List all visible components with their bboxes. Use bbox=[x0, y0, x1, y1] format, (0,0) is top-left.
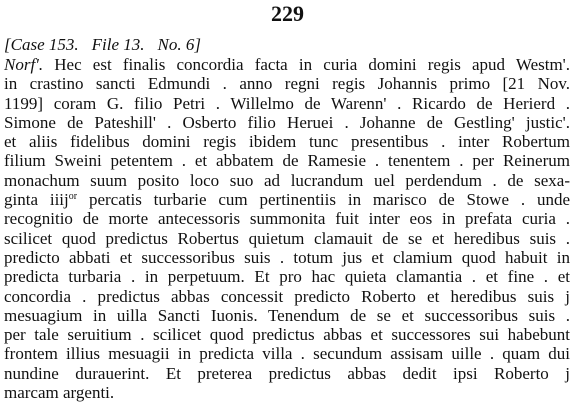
text-line bbox=[4, 55, 570, 74]
county-label: Norf'. bbox=[4, 55, 44, 74]
text-line: predicto abbati et successoribus suis . totum jus et clamium quod habuit in bbox=[4, 247, 570, 267]
text-line: frontem illius mesuagii in predicta villa . secundum assisam uille . quam dui bbox=[4, 344, 570, 364]
text-line: filium Sweini petentem . et abbatem de Ramesie . tenentem . per Reinerum bbox=[4, 151, 570, 171]
text-line: per tale seruitium . scilicet quod predictus abbas et successores sui habebunt bbox=[4, 325, 570, 345]
item-number: No. 6] bbox=[157, 35, 201, 54]
text-line: monachum suum posito loco suo ad lucrandum uel perdendum . de sexa- bbox=[4, 170, 570, 190]
superscript: or bbox=[68, 191, 78, 203]
text-line: 1199] coram G. filio Petri . Willelmo de Warenn' . Ricardo de Herierd . bbox=[4, 93, 570, 113]
text-line: concordia . predictus abbas concessit predicto Roberto et heredibus suis j bbox=[4, 286, 570, 306]
text-line: scilicet quod predictus Robertus quietum clamauit de se et heredibus suis . bbox=[4, 228, 570, 248]
text-line: nundine durauerint. Et preterea predictus abbas dedit ipsi Roberto j bbox=[4, 363, 570, 383]
text-line-content: ginta iiij bbox=[4, 190, 69, 210]
text-line: in crastino sancti Edmundi . anno regni regis Johannis primo [21 Nov. bbox=[4, 74, 570, 94]
text-line: predicta turbaria . in perpetuum. Et pro hac quieta clamantia . et fine . et bbox=[4, 267, 570, 287]
text-line-content: Hec est finalis concordia facta in curia domini regis apud Westm'. bbox=[43, 55, 570, 74]
text-line: recognitio de morte antecessoris summonita fuit inter eos in prefata curia . bbox=[4, 209, 570, 229]
text-line bbox=[4, 190, 570, 209]
text-line: Simone de Pateshill' . Osberto filio Heruei . Johanne de Gestling' justic'. bbox=[4, 112, 570, 132]
text-line: et aliis fidelibus domini regis ibidem tunc presentibus . inter Robertum bbox=[4, 132, 570, 152]
case-reference bbox=[4, 35, 201, 55]
text-line: marcam argenti. bbox=[4, 383, 115, 403]
text-line-content: percatis turbarie cum pertinentiis in marisco de Stowe . unde bbox=[77, 190, 570, 210]
page-number: 229 bbox=[271, 1, 304, 26]
text-line: mesuagium in uilla Sancti Iuonis. Tenendum de se et successoribus suis . bbox=[4, 305, 570, 325]
file-number: File 13. bbox=[91, 35, 145, 54]
case-number: [Case 153. bbox=[4, 35, 79, 54]
final-concord-text bbox=[4, 55, 570, 402]
